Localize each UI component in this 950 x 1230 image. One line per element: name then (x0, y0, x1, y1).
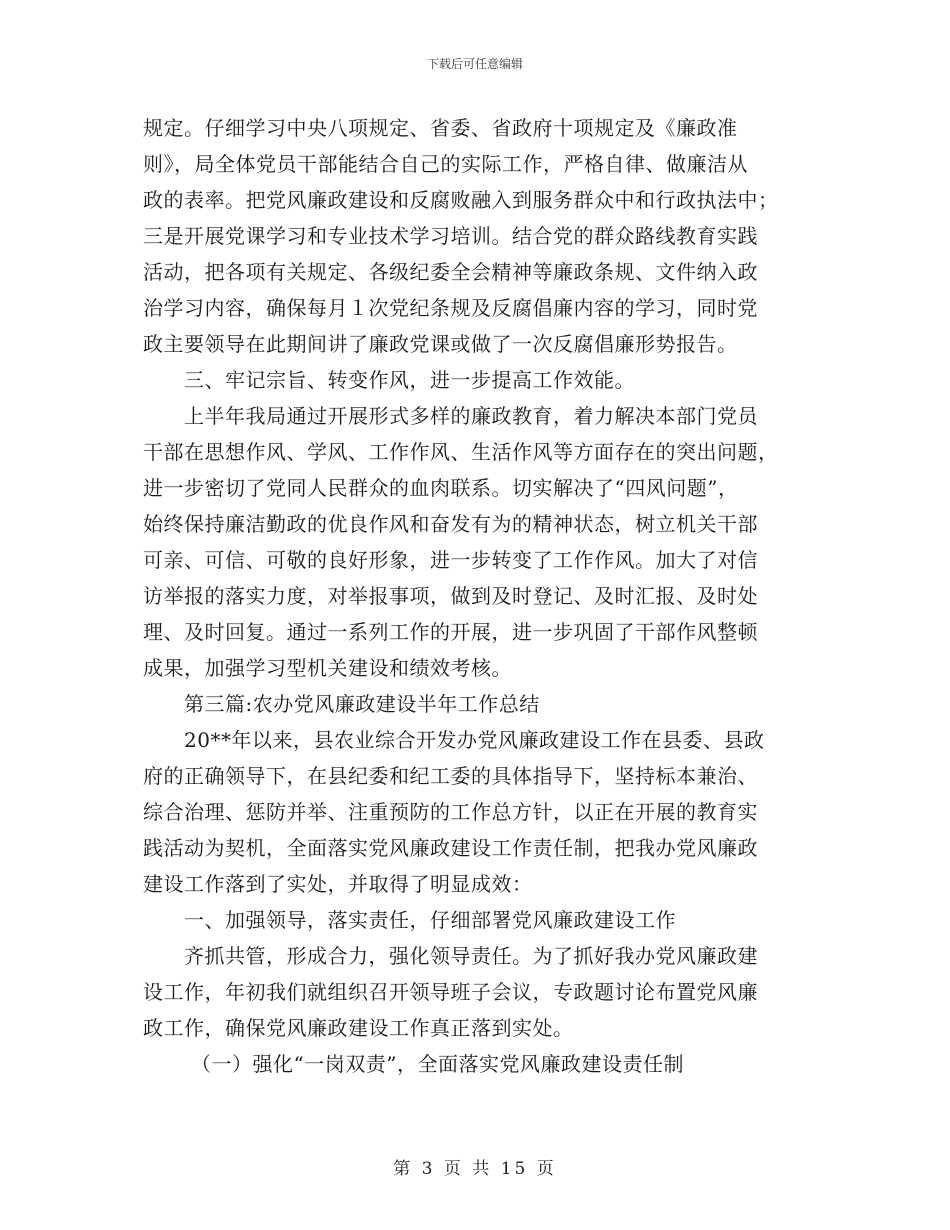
text-line: 20**年以来，县农业综合开发办党风廉政建设工作在县委、县政 (184, 728, 765, 752)
text-line: 进一步密切了党同人民群众的血肉联系。切实解决了“四风问题”， (143, 476, 739, 500)
text-line: 践活动为契机，全面落实党风廉政建设工作责任制，把我办党风廉政 (143, 836, 758, 860)
text-line: 理、及时回复。通过一系列工作的开展，进一步巩固了干部作风整顿 (143, 620, 758, 644)
text-line: 始终保持廉洁勤政的优良作风和奋发有为的精神状态，树立机关干部 (143, 512, 758, 536)
document-body (143, 110, 815, 1082)
text-line: 三是开展党课学习和专业技术学习培训。结合党的群众路线教育实践 (143, 224, 758, 248)
text-line: 三、牢记宗旨、转变作风，进一步提高工作效能。 (184, 368, 635, 392)
text-line: 政主要领导在此期间讲了廉政党课或做了一次反腐倡廉形势报告。 (143, 332, 738, 356)
page-header: 下载后可任意编辑 (426, 57, 523, 71)
text-line: 综合治理、惩防并举、注重预防的工作总方针，以正在开展的教育实 (143, 800, 758, 824)
text-line: 政的表率。把党风廉政建设和反腐败融入到服务群众中和行政执法中； (143, 188, 779, 212)
page-footer: 第 3 页 共 15 页 (393, 1159, 557, 1179)
text-line: 上半年我局通过开展形式多样的廉政教育，着力解决本部门党员 (184, 404, 758, 428)
text-line: 一、加强领导，落实责任，仔细部署党风廉政建设工作 (184, 908, 676, 932)
text-line: 治学习内容，确保每月１次党纪条规及反腐倡廉内容的学习，同时党 (143, 296, 758, 320)
text-line: 设工作，年初我们就组织召开领导班子会议，专政题讨论布置党风廉 (143, 980, 758, 1004)
text-line: 干部在思想作风、学风、工作作风、生活作风等方面存在的突出问题， (143, 440, 779, 464)
text-line: 府的正确领导下，在县纪委和纪工委的具体指导下，坚持标本兼治、 (143, 764, 758, 788)
text-line: 则》，局全体党员干部能结合自己的实际工作，严格自律、做廉洁从 (143, 152, 748, 176)
text-line: 访举报的落实力度，对举报事项，做到及时登记、及时汇报、及时处 (143, 584, 758, 608)
text-line: 政工作，确保党风廉政建设工作真正落到实处。 (143, 1016, 574, 1040)
text-line: 可亲、可信、可敬的良好形象，进一步转变了工作作风。加大了对信 (143, 548, 758, 572)
text-line: 建设工作落到了实处，并取得了明显成效： (143, 872, 533, 896)
text-line: 第三篇:农办党风廉政建设半年工作总结 (184, 692, 540, 716)
text-line: 成果，加强学习型机关建设和绩效考核。 (143, 656, 512, 680)
text-line: 齐抓共管，形成合力，强化领导责任。为了抓好我办党风廉政建 (184, 944, 758, 968)
text-line: 活动，把各项有关规定、各级纪委全会精神等廉政条规、文件纳入政 (143, 260, 758, 284)
text-line: 规定。仔细学习中央八项规定、省委、省政府十项规定及《廉政准 (143, 116, 738, 140)
text-line: （一）强化“一岗双责”，全面落实党风廉政建设责任制 (191, 1052, 684, 1076)
